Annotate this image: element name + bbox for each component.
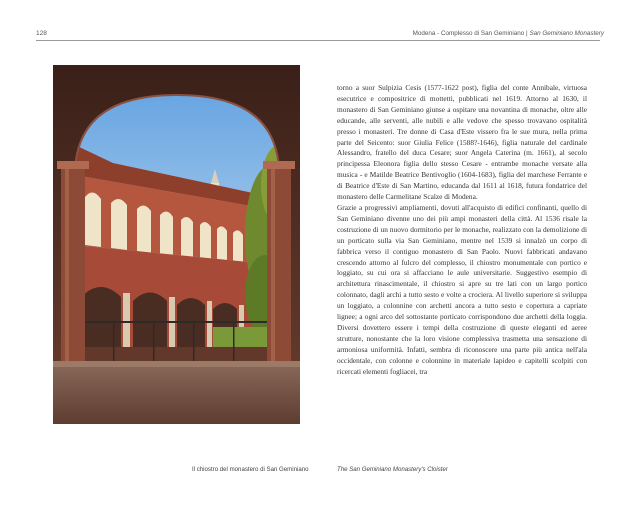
running-header xyxy=(413,30,604,37)
running-header-italic: San Geminiano Monastery xyxy=(529,30,604,37)
body-paragraph-2: Grazie a progressivi ampliamenti, dovuti all'acquisto di edifici confinanti, quello di San Geminiano divenne uno dei più ampi monasteri della città. Al 1536 risale la costruzione di un nuovo dormitorio per le monache, realizzato con la demolizione di un porticato sulla via San Geminiano, mentre nel 1539 si innalzò un corpo di fabbrica verso il contiguo monastero di San Paolo. Nuovi fabbricati andavano crescendo attorno al fulcro del complesso, il chiostro monumentale con portico e loggiato, su cui ora si affacciano le aule universitarie. Suggestivo esempio di architettura rinascimentale, il chiostro si apre su tre lati con un largo portico colonnato, dagli archi a tutto sesto e volte a crociera. Al livello superiore si sviluppa un loggiato, a colonnine con archetti ancora a tutto sesto e copertura a capriate lignee; a ogni arco del sottostante porticato corrispondono due archetti della loggia. Diversi dovettero essere i tempi della costruzione di queste eleganti ed aeree strutture, nonostante che la loro visione complessiva trasmetta una sensazione di armoniosa uniformità. Infatti, sembra di riconoscere una parte più antica nell'ala occidentale, con colonne e colonnine in materiale lapideo e capitelli scolpiti con ricercati elementi fogliacei, tra xyxy=(337,202,587,376)
body-paragraph-1: torno a suor Sulpizia Cesis (1577-1622 post), figlia del conte Annibale, virtuosa esecutrice e compositrice di mottetti, pubblicati nel 1619. Attorno al 1630, il monastero di San Geminiano giunse a ospitare una novantina di monache, oltre alle educande, alle serventi, alle nubili e alle vedove che spesso trovavano ospitalità presso i monasteri. Tre donne di Casa d'Este vissero fra le sue mura, nella prima parte del Seicento: suor Giulia Felice (1588?-1646), figlia naturale del cardinale Alessandro, fratello del duca Cesare; suor Angela Caterina (m. 1661), al secolo principessa Eleonora figlia dello stesso Cesare - entrambe monache versate alla musica - e Matilde Beatrice Bentivoglio (1604-1683), figlia del marchese Ferrante e di Beatrice d'Este di San Martino, educanda dal 1611 al 1618, futura fondatrice del monastero delle Carmelitane Scalze di Modena. xyxy=(337,83,587,202)
page-number: 128 xyxy=(36,30,47,37)
cloister-photo-drawing xyxy=(53,65,300,424)
caption-italian: Il chiostro del monastero di San Geminiano xyxy=(192,466,309,473)
header-rule xyxy=(36,40,600,41)
caption-english: The San Geminiano Monastery's Cloister xyxy=(337,466,448,473)
cloister-photo xyxy=(53,65,300,424)
body-text xyxy=(337,83,587,377)
running-header-regular: Modena - Complesso di San Geminiano | xyxy=(412,30,530,37)
